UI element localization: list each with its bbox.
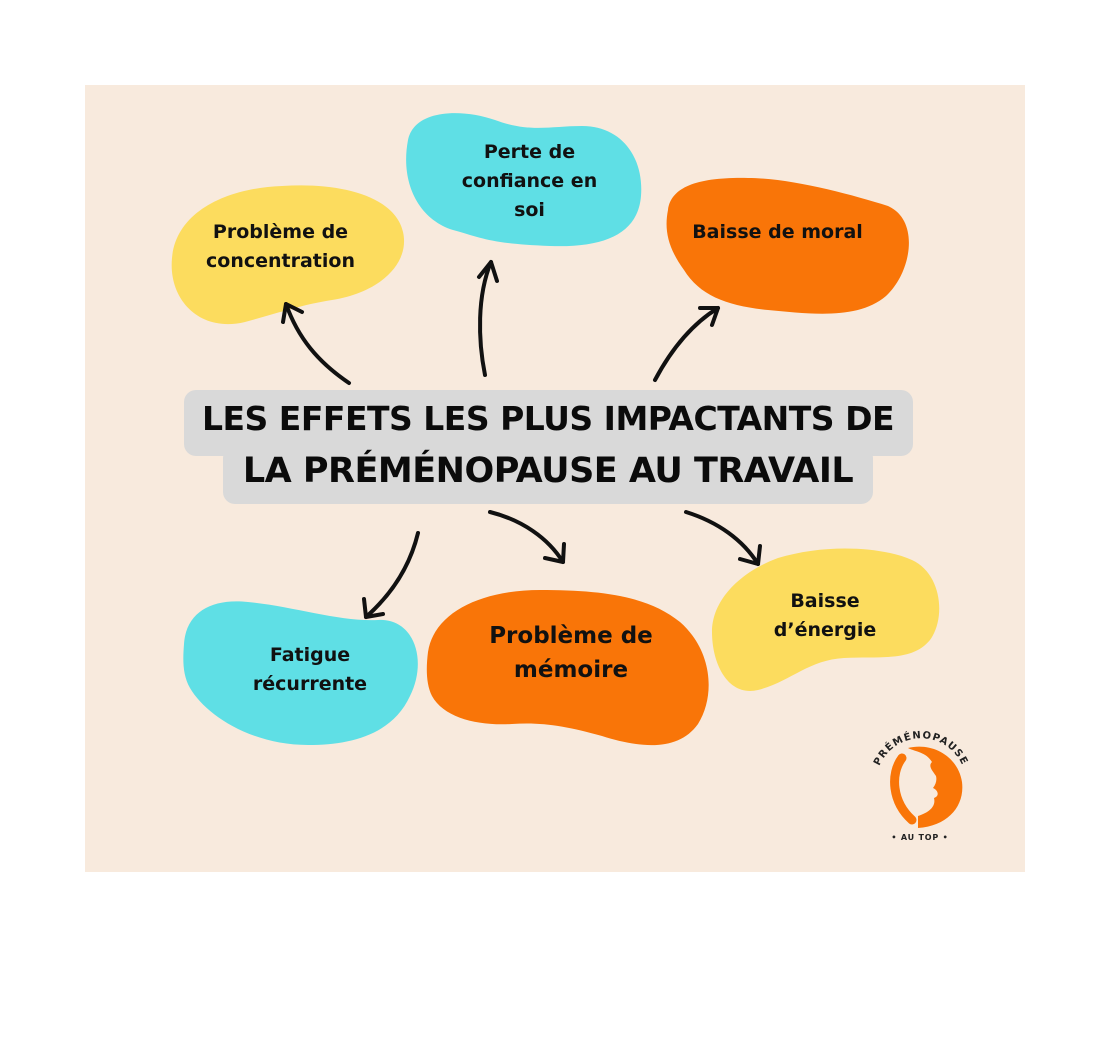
arrow-to-confiance — [480, 262, 491, 375]
arrow-to-moral — [655, 308, 718, 380]
logo-face-icon — [908, 747, 962, 828]
arrow-to-concentration — [286, 304, 349, 383]
arrow-to-memoire — [490, 512, 563, 562]
label-concentration: Problème de concentration — [206, 221, 355, 272]
label-memoire: Problème de mémoire — [489, 623, 653, 683]
logo-arc-icon — [895, 758, 912, 820]
title-line-2: LA PRÉMÉNOPAUSE AU TRAVAIL — [242, 451, 854, 491]
arrow-to-energie — [686, 512, 758, 564]
label-confiance: Perte de confiance en soi — [461, 141, 598, 221]
label-fatigue: Fatigue récurrente — [252, 644, 368, 695]
preminopause-logo — [872, 729, 970, 842]
title-line-1: LES EFFETS LES PLUS IMPACTANTS DE — [201, 399, 895, 438]
logo-bottom-text: • AU TOP • — [891, 833, 949, 842]
logo-top-text: PRÉMÉNOPAUSE — [872, 730, 970, 768]
label-energie: Baisse d’énergie — [773, 590, 877, 641]
label-moral: Baisse de moral — [692, 221, 863, 243]
arrow-to-fatigue — [366, 533, 418, 617]
